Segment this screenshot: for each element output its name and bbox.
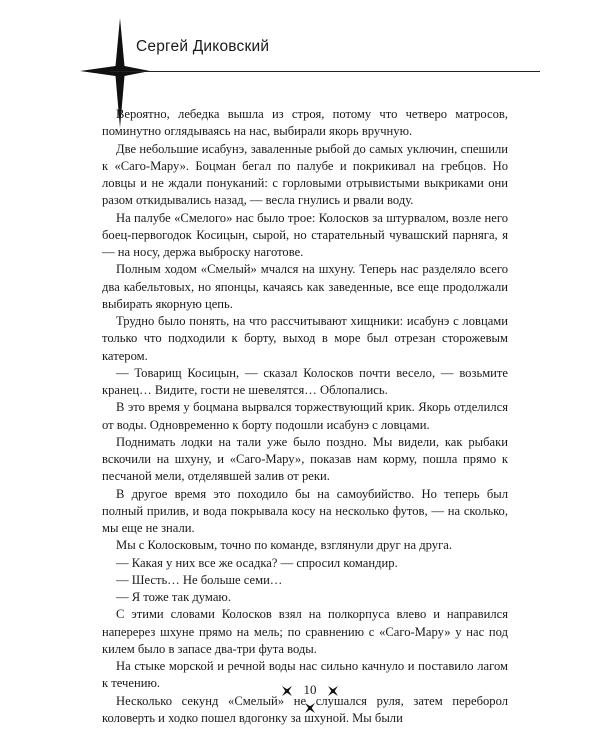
paragraph: В это время у боцмана вырвался торжествующий крик. Якорь отделился от воды. Одновременно к борту подошли исабунэ с ловцами. [102, 400, 508, 432]
paragraph: Вероятно, лебедка вышла из строя, потому что четверо матросов, поминутно оглядываясь на нас, выбирали якорь вручную. [102, 107, 508, 139]
paragraph: Полным ходом «Смелый» мчался на шхуну. Теперь нас разделяло всего два кабельтовых, но японцы, качаясь как заведенные, все еще продолжали выбирать якорную цепь. [102, 262, 508, 311]
paragraph: На стыке морской и речной воды нас сильно качнуло и поставило лагом к течению. [102, 659, 508, 691]
small-star-icon [326, 684, 340, 698]
paragraph: — Я тоже так думаю. [116, 590, 231, 604]
page-number: 10 [303, 682, 317, 697]
paragraph: Мы с Колосковым, точно по команде, взглянули друг на друга. [116, 538, 452, 553]
paragraph: Две небольшие исабунэ, заваленные рыбой до самых уключин, спешили к «Саго-Мару». Боцман бегал по палубе и покрикивал на гребцов. Но ловцы и не ждали понуканий: с горловыми отрывистыми выкриками они разом откидывались назад, — весла гнулись и рвали воду. [102, 141, 508, 208]
paragraph: В другое время это походило бы на самоубийство. Но теперь был полный прилив, и вода покрывала косу на несколько футов, — на сколько, мы еще не знали. [102, 486, 508, 535]
paragraph: — Товарищ Косицын, — сказал Колосков почти весело, — возьмите кранец… Видите, гости не шевелятся… Облопались. [102, 365, 508, 397]
page-body [102, 106, 508, 727]
paragraph: — Шесть… Не больше семи… [116, 572, 283, 587]
paragraph: Трудно было понять, на что рассчитывают хищники: исабунэ с ловцами только что подходили к борту, выход в море был отрезан сторожевым катером. [102, 314, 508, 363]
paragraph: Поднимать лодки на тали уже было поздно. Мы видели, как рыбаки вскочили на шхуну, и «Саго-Мару», показав нам корму, пошла прямо к песчаной мели, отделявшей залив от реки. [102, 434, 508, 484]
paragraph: С этими словами Колосков взял на полкорпуса влево и направился наперерез шхуне прямо на мель; по сравнению с «Саго-Мару» у нас под килем было в запасе два-три фута воды. [102, 607, 508, 656]
paragraph: — Какая у них все же осадка? — спросил командир. [116, 555, 398, 570]
running-header-author: Сергей Диковский [136, 38, 270, 55]
paragraph: Несколько секунд «Смелый» не слушался руля, затем переборол коловерть и ходко пошел вдогонку за шхуной. Мы были [102, 693, 508, 725]
paragraph: На палубе «Смелого» нас было трое: Колосков за штурвалом, возле него боец-первогодок Косицын, сырой, но старательный чувашский парняга, я — на носу, держа выброску наготове. [102, 210, 508, 259]
page-number-ornament [270, 680, 350, 720]
header-rule [110, 71, 540, 72]
small-star-icon [303, 701, 317, 715]
